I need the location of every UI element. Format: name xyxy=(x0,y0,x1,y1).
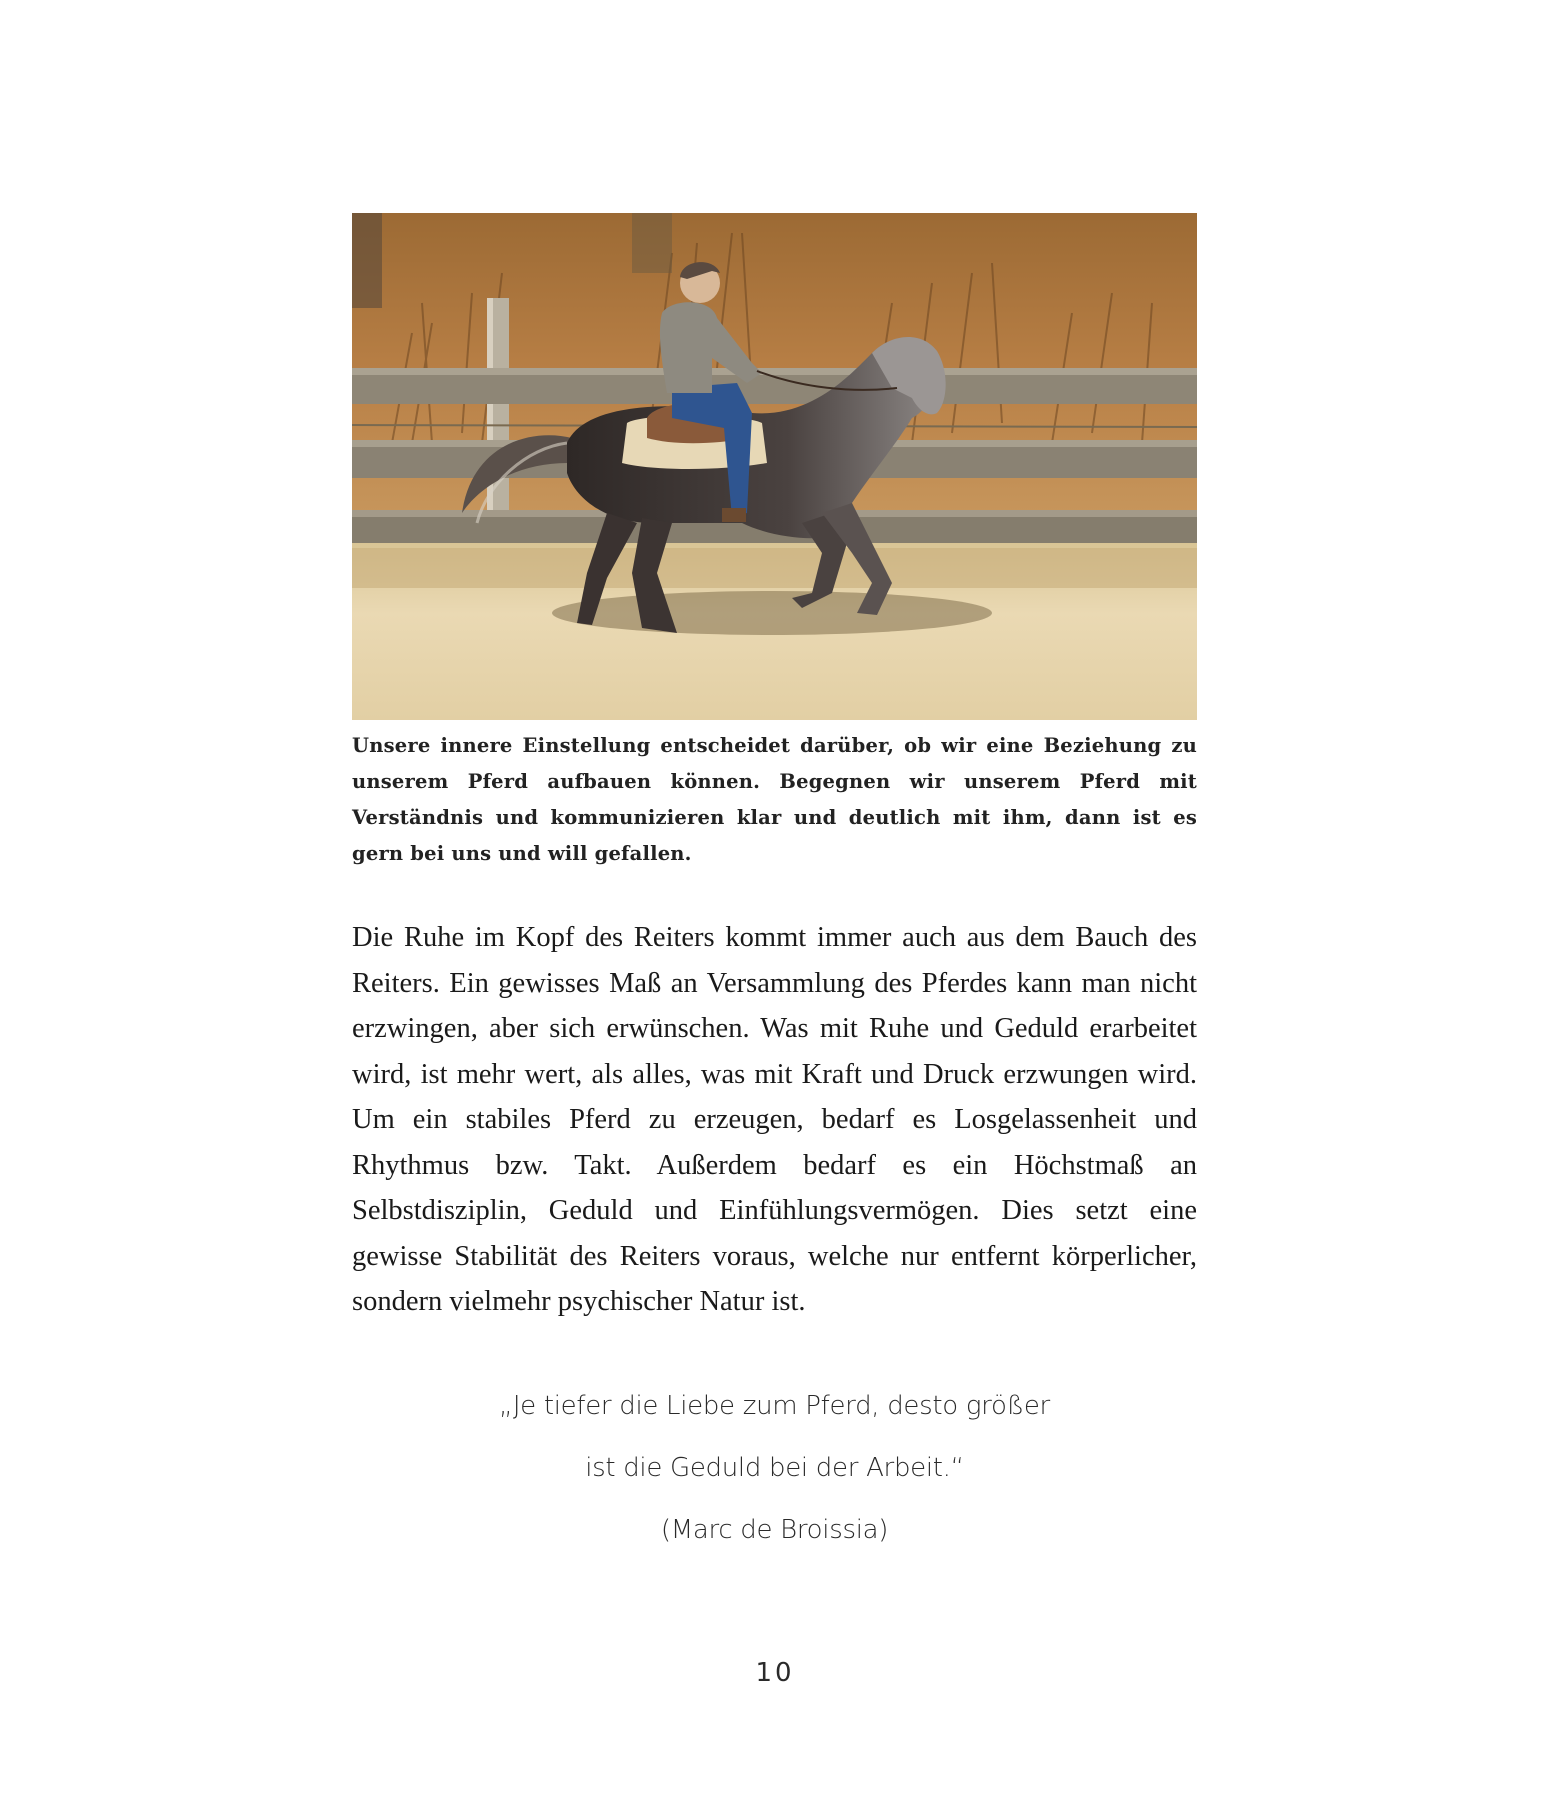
quote-line-1: „Je tiefer die Liebe zum Pferd, desto größer xyxy=(499,1391,1050,1421)
page-number: 10 xyxy=(755,1658,795,1688)
quote-block xyxy=(352,1375,1197,1561)
photo-caption: Unsere innere Einstellung entscheidet darüber, ob wir eine Beziehung zu unserem Pferd aufbauen können. Begegnen wir unserem Pferd mit Verständnis und kommunizieren klar und deutlich mit ihm, dann ist es gern bei uns und will gefallen. xyxy=(352,734,1197,865)
body-paragraph: Die Ruhe im Kopf des Reiters kommt immer auch aus dem Bauch des Reiters. Ein gewisses Maß an Versammlung des Pferdes kann man nicht erzwingen, aber sich erwünschen. Was mit Ruhe und Geduld erarbeitet wird, ist mehr wert, als alles, was mit Kraft und Druck erzwungen wird. Um ein stabiles Pferd zu erzeugen, bedarf es Losgelassenheit und Rhythmus bzw. Takt. Außerdem bedarf es ein Höchstmaß an Selbstdisziplin, Geduld und Einfühlungsvermögen. Dies setzt eine gewisse Stabilität des Reiters voraus, welche nur entfernt körperlicher, sondern vielmehr psychischer Natur ist. xyxy=(352,922,1197,1317)
horse-rider-photo xyxy=(352,213,1197,720)
quote-author: (Marc de Broissia) xyxy=(660,1515,889,1545)
quote-line-2: ist die Geduld bei der Arbeit.“ xyxy=(585,1453,964,1483)
